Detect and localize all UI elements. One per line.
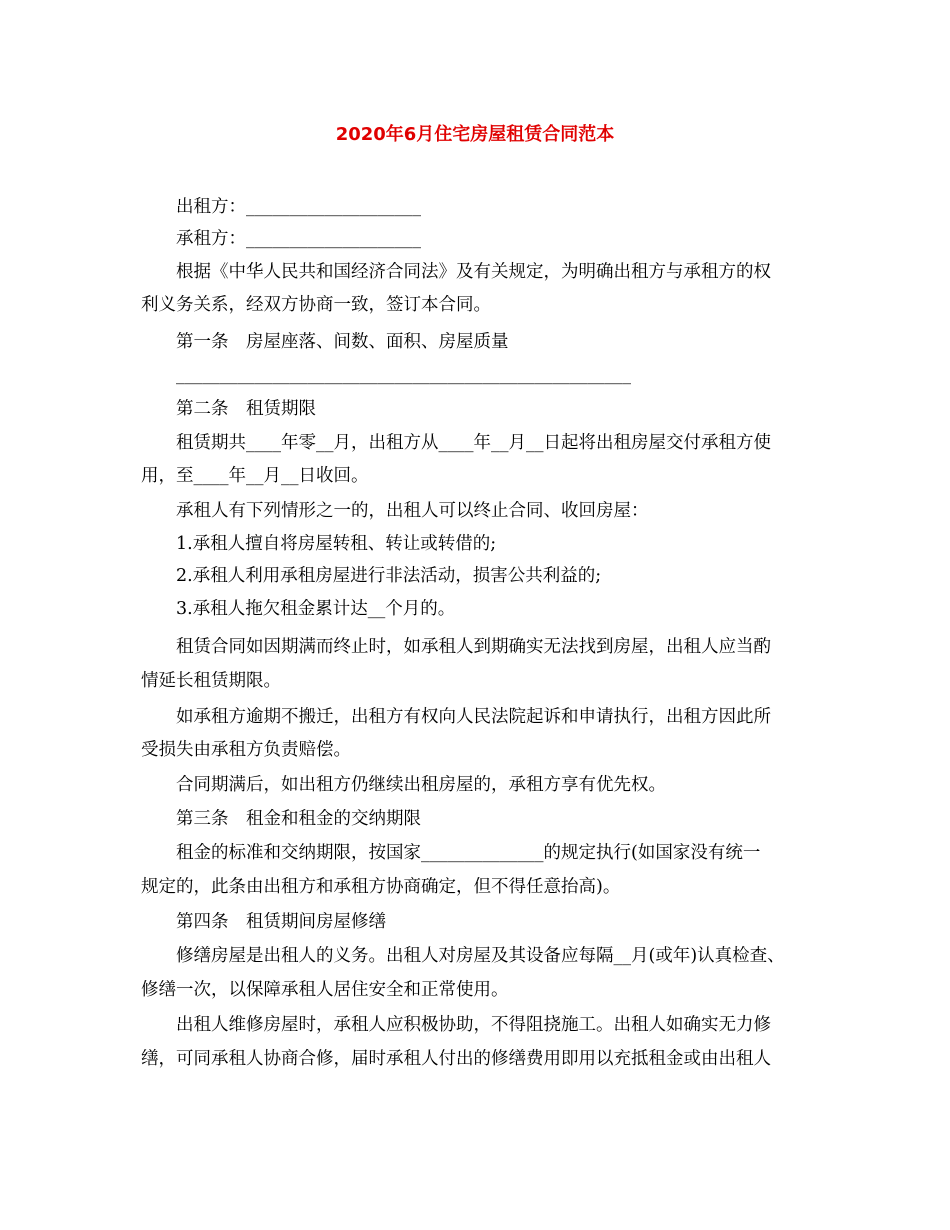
extension-line-1: 租赁合同如因期满而终止时，如承租人到期确实无法找到房屋，出租人应当酌 (176, 637, 771, 657)
preamble-line-1: 根据《中华人民共和国经济合同法》及有关规定，为明确出租方与承租方的权 (176, 262, 771, 282)
termination-item-3: 3.承租人拖欠租金累计达__个月的。 (176, 599, 456, 619)
article-4-heading: 第四条 租赁期间房屋修缮 (176, 912, 386, 932)
preamble-line-2: 利义务关系，经双方协商一致，签订本合同。 (141, 295, 491, 315)
repair-line-4: 缮，可同承租人协商合修，届时承租人付出的修缮费用即用以充抵租金或由出租人 (141, 1049, 771, 1069)
lease-term-line-2: 用，至____年__月__日收回。 (141, 466, 369, 486)
article-1-blank: ____________________________________________________ (176, 365, 631, 385)
rent-line-2: 规定的，此条由出租方和承租方协商确定，但不得任意抬高)。 (141, 877, 621, 897)
termination-intro: 承租人有下列情形之一的，出租人可以终止合同、收回房屋： (176, 501, 649, 521)
extension-line-2: 情延长租赁期限。 (141, 671, 281, 691)
lessee-line: 承租方：____________________ (176, 229, 421, 249)
article-1-heading: 第一条 房屋座落、间数、面积、房屋质量 (176, 332, 509, 352)
document-title: 2020年6月住宅房屋租赁合同范本 (335, 124, 615, 145)
repair-line-3: 出租人维修房屋时，承租人应积极协助，不得阻挠施工。出租人如确实无力修 (176, 1015, 771, 1035)
priority-line: 合同期满后，如出租方仍继续出租房屋的，承租方享有优先权。 (176, 775, 666, 795)
article-3-heading: 第三条 租金和租金的交纳期限 (176, 809, 421, 829)
termination-item-2: 2.承租人利用承租房屋进行非法活动，损害公共利益的; (176, 566, 602, 586)
lessor-line: 出租方：____________________ (176, 197, 421, 217)
termination-item-1: 1.承租人擅自将房屋转租、转让或转借的; (176, 534, 497, 554)
overstay-line-2: 受损失由承租方负责赔偿。 (141, 740, 351, 760)
overstay-line-1: 如承租方逾期不搬迁，出租方有权向人民法院起诉和申请执行，出租方因此所 (176, 707, 771, 727)
article-2-heading: 第二条 租赁期限 (176, 399, 316, 419)
rent-line-1: 租金的标准和交纳期限，按国家______________的规定执行(如国家没有统一 (176, 843, 761, 863)
lease-term-line-1: 租赁期共____年零__月，出租方从____年__月__日起将出租房屋交付承租方使 (176, 433, 771, 453)
repair-line-2: 修缮一次，以保障承租人居住安全和正常使用。 (141, 980, 509, 1000)
repair-line-1: 修缮房屋是出租人的义务。出租人对房屋及其设备应每隔__月(或年)认真检查、 (176, 946, 785, 966)
